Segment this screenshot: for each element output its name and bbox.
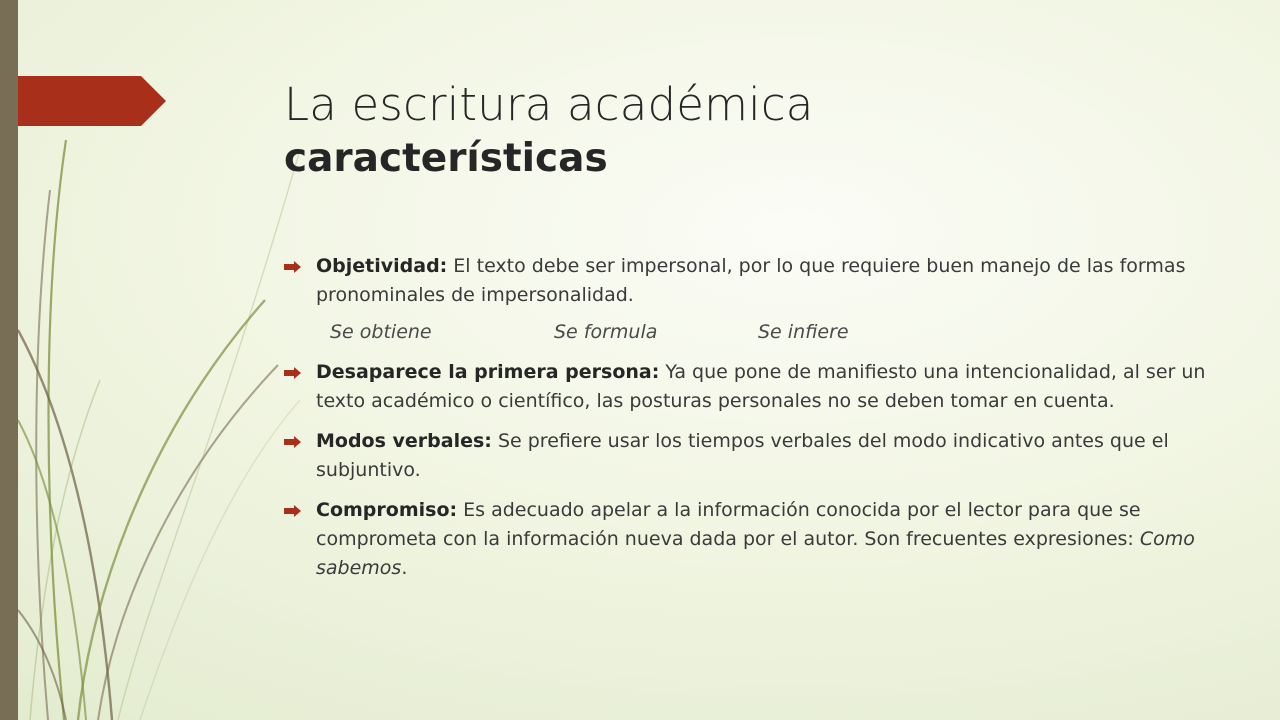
bullet-text: Ya que pone de manifiesto una intencionalidad, al ser un texto académico o científico, las posturas personales no se deben tomar en cuenta. (316, 361, 1206, 412)
bullet-term: Compromiso: (316, 499, 458, 521)
bullet-tail: . (401, 557, 408, 579)
bullet-text: El texto debe ser impersonal, por lo que requiere buen manejo de las formas pronominales de impersonalidad. (316, 255, 1186, 306)
bullet-list (284, 252, 1244, 594)
bullet-text: Se prefiere usar los tiempos verbales del modo indicativo antes que el subjuntivo. (316, 430, 1169, 481)
accent-arrow-tab (0, 0, 170, 720)
arrow-right-icon (284, 427, 306, 456)
example-phrase: Se formula (554, 321, 658, 343)
example-phrase: Se infiere (758, 321, 849, 343)
arrow-right-icon (284, 358, 306, 387)
bullet-modos-verbales (284, 427, 1244, 485)
slide-title (284, 78, 1224, 186)
bullet-primera-persona (284, 358, 1244, 416)
bullet-emphasis: Como sabemos (316, 528, 1195, 579)
bullet-term: Modos verbales: (316, 430, 492, 452)
example-phrases (284, 318, 1244, 347)
example-phrase: Se obtiene (330, 321, 432, 343)
bullet-objetividad (284, 252, 1244, 310)
title-main: La escritura académica (284, 78, 814, 131)
bullet-text: Es adecuado apelar a la información conocida por el lector para que se comprometa con la información nueva dada por el autor. Son frecuentes expresiones: (316, 499, 1141, 550)
bullet-term: Objetividad: (316, 255, 448, 277)
bullet-term: Desaparece la primera persona: (316, 361, 660, 383)
title-subtitle: características (284, 136, 608, 181)
bullet-compromiso (284, 496, 1244, 583)
arrow-right-icon (284, 252, 306, 281)
arrow-right-icon (284, 496, 306, 525)
